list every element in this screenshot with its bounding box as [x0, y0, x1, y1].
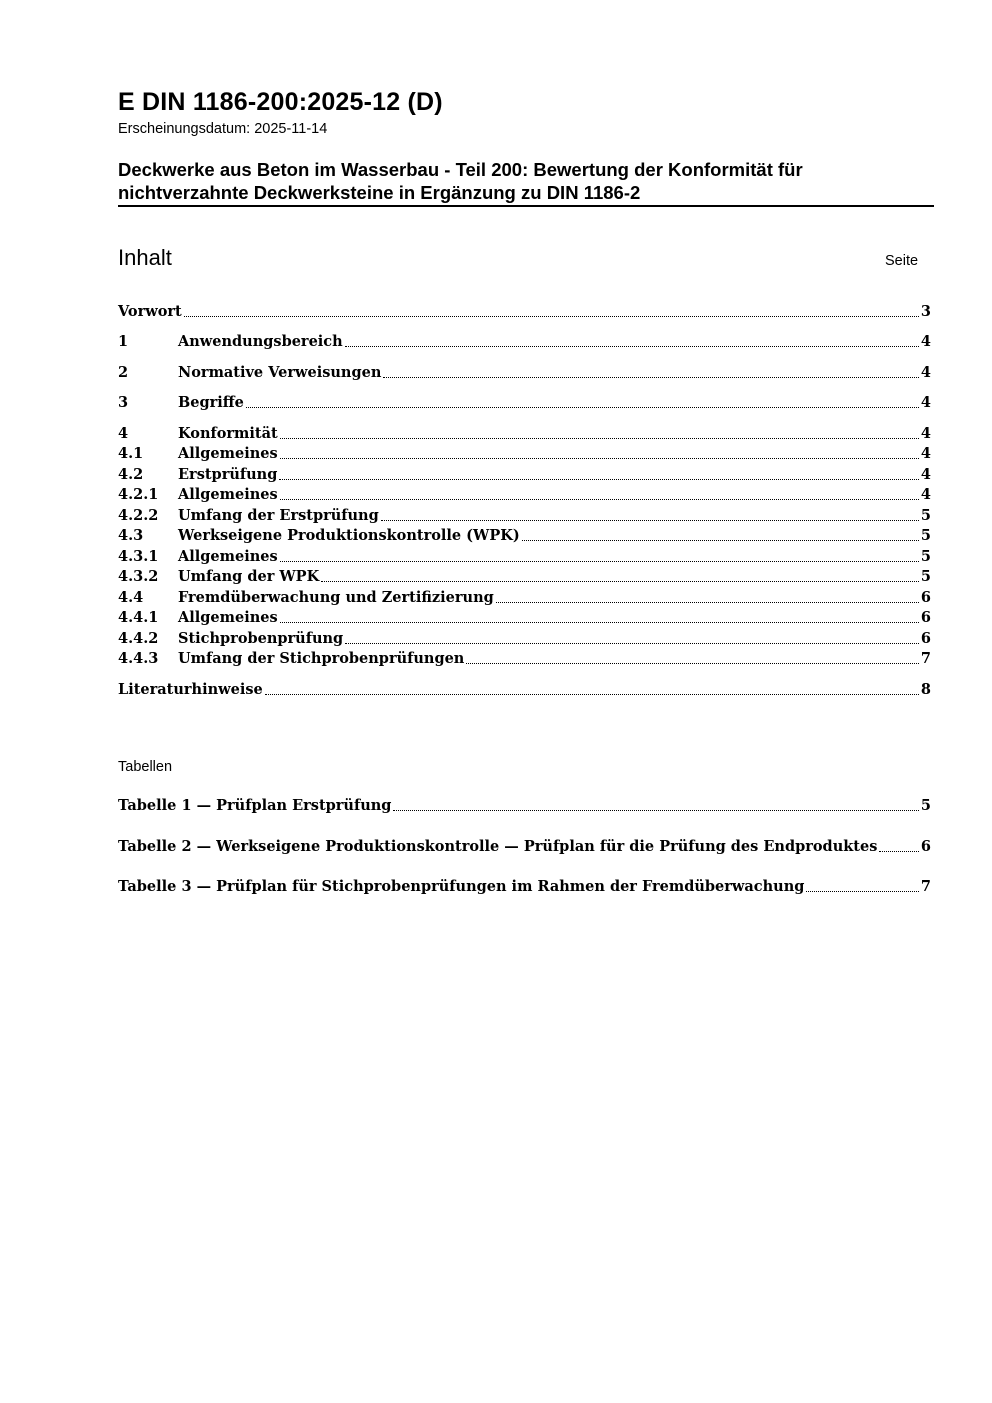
- toc-entry-title: Umfang der Stichprobenprüfungen: [178, 650, 465, 667]
- toc-entry-title: Begriffe: [178, 394, 244, 411]
- toc-entry-title: Anwendungsbereich: [178, 333, 343, 350]
- toc-entry-number: 4.3.2: [118, 568, 159, 585]
- toc-dot-leader: [393, 810, 918, 811]
- toc-entry-page: 6: [920, 589, 931, 606]
- toc-entry-page: 6: [920, 609, 931, 626]
- toc-dot-leader: [321, 581, 919, 582]
- toc-entry[interactable]: [118, 465, 931, 485]
- toc-dot-leader: [280, 438, 919, 439]
- toc-entry[interactable]: [118, 680, 931, 700]
- toc-entry-title: Umfang der Erstprüfung: [178, 507, 379, 524]
- toc-entry-number: 4.4.1: [118, 609, 159, 626]
- toc-entry-page: 5: [920, 548, 931, 565]
- toc-entry[interactable]: [118, 363, 931, 383]
- toc-entry-title: Allgemeines: [178, 548, 278, 565]
- toc-entry-title: Allgemeines: [178, 486, 278, 503]
- toc-entry[interactable]: [118, 629, 931, 649]
- toc-dot-leader: [879, 851, 919, 852]
- table-list-entry[interactable]: [118, 877, 931, 897]
- toc-entry-page: 4: [920, 364, 931, 381]
- toc-dot-leader: [345, 346, 919, 347]
- toc-page-column-label: Seite: [885, 253, 919, 269]
- toc-dot-leader: [466, 663, 919, 664]
- toc-entry[interactable]: [118, 424, 931, 444]
- toc-entry-title: Allgemeines: [178, 609, 278, 626]
- toc-entry-number: 4.3.1: [118, 548, 159, 565]
- toc-entry-number: 1: [118, 333, 129, 350]
- toc-entry-page: 5: [920, 568, 931, 585]
- toc-entry-number: 4.4.2: [118, 630, 159, 647]
- toc-entry[interactable]: [118, 332, 931, 352]
- tables-heading: Tabellen: [118, 759, 173, 775]
- toc-entry-title: Normative Verweisungen: [178, 364, 382, 381]
- toc-dot-leader: [184, 316, 919, 317]
- toc-entry-page: 5: [920, 507, 931, 524]
- toc-entry-number: 4.3: [118, 527, 144, 544]
- toc-entry-page: 8: [920, 681, 931, 698]
- toc-entry-title: Erstprüfung: [178, 466, 278, 483]
- toc-entry-title: Fremdüberwachung und Zertifizierung: [178, 589, 494, 606]
- table-list-entry[interactable]: [118, 796, 931, 816]
- toc-entry-title: Tabelle 3 — Prüfplan für Stichprobenprüfungen im Rahmen der Fremdüberwachung: [118, 878, 805, 895]
- toc-entry-page: 6: [920, 630, 931, 647]
- toc-entry-number: 4.2: [118, 466, 144, 483]
- toc-heading: Inhalt: [118, 245, 172, 270]
- toc-entry-title: Konformität: [178, 425, 278, 442]
- toc-dot-leader: [246, 407, 919, 408]
- toc-entry-page: 7: [920, 878, 931, 895]
- toc-entry-page: 3: [920, 303, 931, 320]
- toc-entry-number: 4.4: [118, 589, 144, 606]
- toc-entry-number: 4: [118, 425, 129, 442]
- toc-dot-leader: [280, 499, 919, 500]
- toc-entry[interactable]: [118, 485, 931, 505]
- toc-dot-leader: [280, 561, 919, 562]
- title-divider: [118, 205, 934, 207]
- toc-entry[interactable]: [118, 302, 931, 322]
- toc-entry-title: Literaturhinweise: [118, 681, 263, 698]
- toc-entry-title: Allgemeines: [178, 445, 278, 462]
- toc-entry[interactable]: [118, 444, 931, 464]
- toc-entry-page: 4: [920, 333, 931, 350]
- toc-entry-title: Umfang der WPK: [178, 568, 320, 585]
- toc-entry[interactable]: [118, 547, 931, 567]
- document-title: Deckwerke aus Beton im Wasserbau - Teil 200: Bewertung der Konformität für nichtverzahnte Deckwerksteine in Ergänzung zu DIN 1186-2: [118, 159, 803, 203]
- toc-entry-page: 4: [920, 425, 931, 442]
- toc-entry[interactable]: [118, 588, 931, 608]
- toc-entry-title: Stichprobenprüfung: [178, 630, 344, 647]
- toc-entry-page: 4: [920, 466, 931, 483]
- toc-entry[interactable]: [118, 393, 931, 413]
- toc-dot-leader: [496, 602, 919, 603]
- toc-entry-number: 3: [118, 394, 129, 411]
- toc-entry[interactable]: [118, 526, 931, 546]
- toc-entry-number: 4.4.3: [118, 650, 159, 667]
- toc-entry-number: 4.2.2: [118, 507, 159, 524]
- toc-entry-number: 4.1: [118, 445, 144, 462]
- toc-entry-page: 7: [920, 650, 931, 667]
- toc-entry-page: 6: [920, 838, 931, 855]
- toc-entry-title: Tabelle 1 — Prüfplan Erstprüfung: [118, 797, 392, 814]
- toc-entry[interactable]: [118, 608, 931, 628]
- document-id: E DIN 1186-200:2025-12 (D): [118, 88, 443, 116]
- toc-dot-leader: [381, 520, 919, 521]
- toc-entry-number: 4.2.1: [118, 486, 159, 503]
- toc-entry[interactable]: [118, 567, 931, 587]
- toc-entry-number: 2: [118, 364, 129, 381]
- toc-dot-leader: [522, 540, 919, 541]
- toc-entry-page: 5: [920, 797, 931, 814]
- toc-dot-leader: [265, 694, 919, 695]
- toc-dot-leader: [345, 643, 919, 644]
- table-list-entry[interactable]: [118, 837, 931, 857]
- toc-entry[interactable]: [118, 649, 931, 669]
- toc-entry-page: 4: [920, 486, 931, 503]
- toc-entry-page: 4: [920, 394, 931, 411]
- publication-date: Erscheinungsdatum: 2025-11-14: [118, 121, 328, 137]
- toc-entry[interactable]: [118, 506, 931, 526]
- toc-entry-title: Tabelle 2 — Werkseigene Produktionskontrolle — Prüfplan für die Prüfung des Endproduktes: [118, 838, 878, 855]
- toc-entry-title: Werkseigene Produktionskontrolle (WPK): [178, 527, 520, 544]
- toc-dot-leader: [806, 891, 919, 892]
- toc-dot-leader: [383, 377, 919, 378]
- toc-entry-page: 5: [920, 527, 931, 544]
- toc-dot-leader: [279, 479, 919, 480]
- toc-dot-leader: [280, 458, 919, 459]
- toc-dot-leader: [280, 622, 919, 623]
- toc-entry-page: 4: [920, 445, 931, 462]
- toc-entry-title: Vorwort: [118, 303, 182, 320]
